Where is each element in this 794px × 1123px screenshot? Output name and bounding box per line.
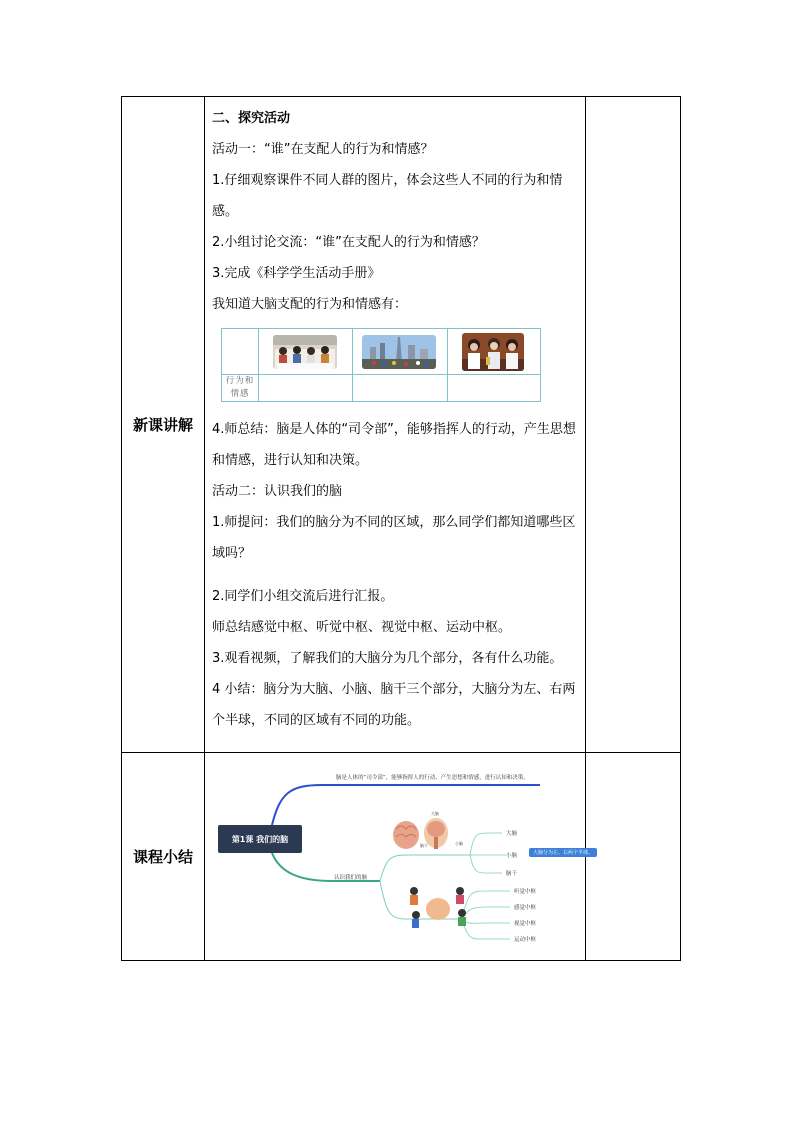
brief-summary: 4 小结：脑分为大脑、小脑、脑干三个部分，大脑分为左、右两个半球，不同的区域有不同的功能。: [212, 682, 576, 728]
mind-map-branch-top: 脑是人体的“司令部”，能够指挥人的行动、产生思想和情感，进行认知和决策。: [336, 775, 529, 781]
row-label-summary: 课程小结: [132, 848, 193, 866]
behavior-label: 行为和情感: [225, 376, 255, 399]
lesson-plan-table: [121, 96, 681, 961]
behavior-table: [221, 328, 541, 402]
image-label-cerebrum: 大脑: [431, 811, 439, 816]
image-label-brainstem: 脑干: [420, 843, 428, 848]
activity-one-title: 活动一：“谁”在支配人的行为和情感？: [212, 142, 434, 157]
step-discuss: 2.小组讨论交流：“谁”在支配人的行为和情感？: [212, 235, 485, 250]
section-heading: 二、探究活动: [212, 111, 291, 126]
parts-note: 大脑分为左、右两个半球。: [529, 848, 597, 857]
classroom-photo: [273, 335, 337, 369]
row-label-lesson: 新课讲解: [132, 416, 193, 434]
mind-map-root: 第1课 我们的脑: [218, 825, 302, 853]
part-brainstem: 脑干: [506, 871, 518, 877]
step-handbook: 3.完成《科学学生活动手册》: [212, 266, 381, 281]
image-label-cerebellum: 小脑: [455, 841, 463, 846]
center-motor: 运动中枢: [514, 937, 537, 943]
center-auditory: 听觉中枢: [514, 889, 537, 895]
column-divider-left: [204, 97, 205, 960]
teacher-summary: 4.师总结：脑是人体的“司令部”，能够指挥人的行动，产生思想和情感，进行认知和决策。: [212, 422, 576, 468]
step-observe: 1.仔细观察课件不同人群的图片，体会这些人不同的行为和情感。: [212, 173, 563, 219]
mind-map: [210, 763, 594, 955]
part-cerebellum: 小脑: [506, 853, 518, 859]
handbook-prompt: 我知道大脑支配的行为和情感有：: [212, 297, 408, 312]
center-visual: 视觉中枢: [514, 921, 537, 927]
lesson-content: [212, 103, 584, 736]
celebration-photo: [462, 333, 524, 371]
activity-two-title: 活动二：认识我们的脑: [212, 484, 343, 499]
watch-video: 3.观看视频，了解我们的大脑分为几个部分，各有什么功能。: [212, 651, 563, 666]
center-sensory: 感觉中枢: [514, 905, 537, 911]
group-report: 2.同学们小组交流后进行汇报。: [212, 589, 394, 604]
mind-map-branch-bottom: 认识我们的脑: [334, 875, 368, 881]
teacher-summary-centers: 师总结感觉中枢、听觉中枢、视觉中枢、运动中枢。: [212, 620, 512, 635]
row-divider: [122, 752, 680, 753]
part-cerebrum: 大脑: [506, 831, 518, 837]
teacher-question: 1.师提问：我们的脑分为不同的区域，那么同学们都知道哪些区域吗？: [212, 515, 576, 561]
city-photo: [362, 335, 436, 369]
